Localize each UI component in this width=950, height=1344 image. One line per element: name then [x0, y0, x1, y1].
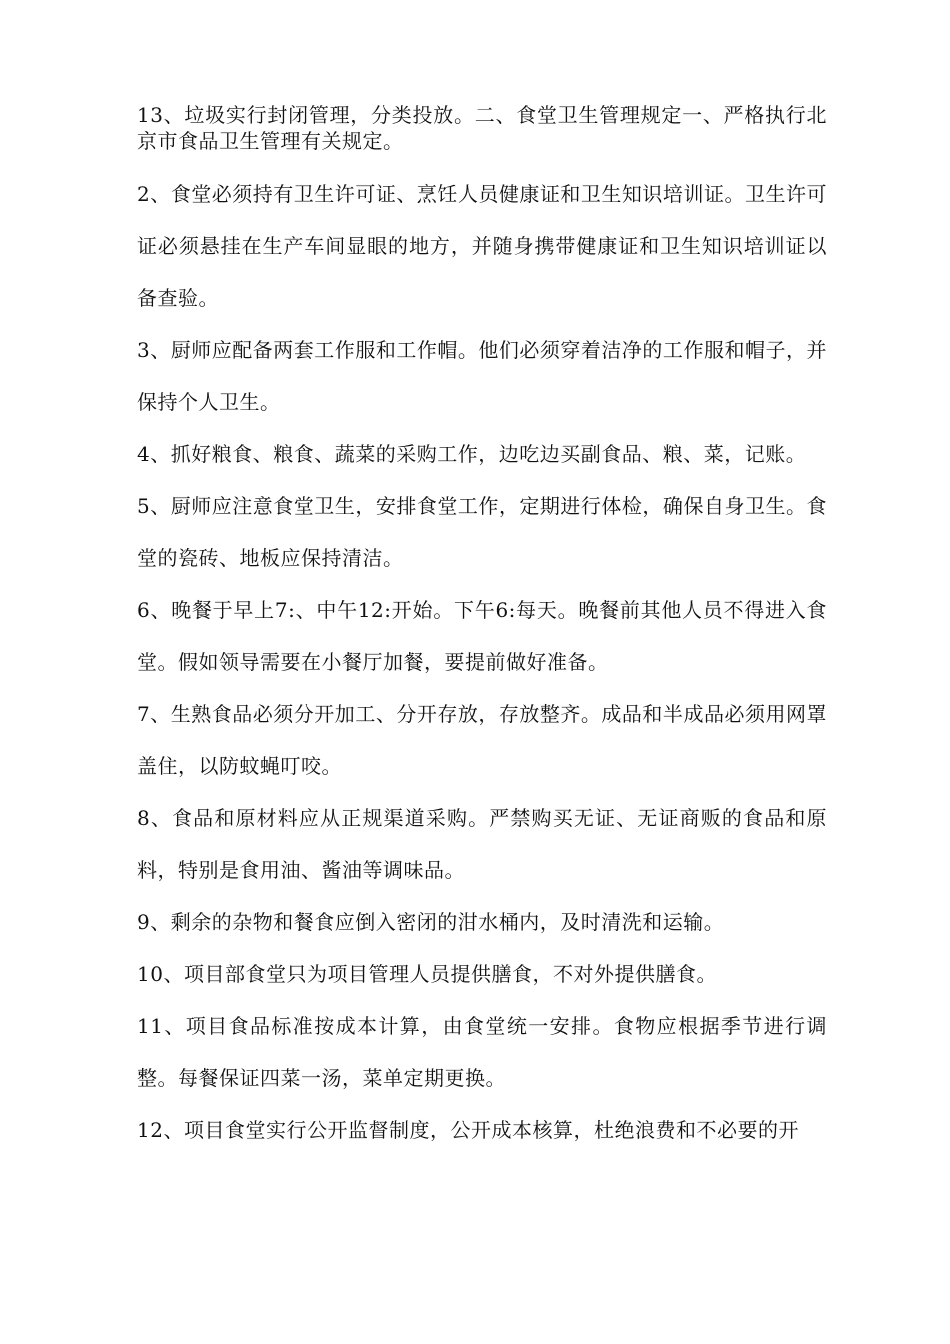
paragraph-2-permits: 2、食堂必须持有卫生许可证、烹饪人员健康证和卫生知识培训证。卫生许可证必须悬挂在生产车间显眼的地方，并随身携带健康证和卫生知识培训证以备查验。: [137, 182, 827, 310]
paragraph-10-service-scope: 10、项目部食堂只为项目管理人员提供膳食，不对外提供膳食。: [137, 962, 717, 986]
paragraph-5-hygiene: 5、厨师应注意食堂卫生，安排食堂工作，定期进行体检，确保自身卫生。食堂的瓷砖、地板应保持清洁。: [137, 494, 827, 570]
paragraph-7-food-storage: 7、生熟食品必须分开加工、分开存放，存放整齐。成品和半成品必须用网罩盖住，以防蚊蝇叮咬。: [137, 702, 827, 778]
paragraph-3-uniforms: 3、厨师应配备两套工作服和工作帽。他们必须穿着洁净的工作服和帽子，并保持个人卫生。: [137, 338, 827, 414]
paragraph-11-food-standard: 11、项目食品标准按成本计算，由食堂统一安排。食物应根据季节进行调整。每餐保证四菜一汤，菜单定期更换。: [137, 1014, 827, 1090]
paragraph-6-meal-times: 6、晚餐于早上7:、中午12:开始。下午6:每天。晚餐前其他人员不得进入食堂。假如领导需要在小餐厅加餐，要提前做好准备。: [137, 598, 827, 674]
document-body: [137, 102, 827, 1156]
paragraph-9-waste: 9、剩余的杂物和餐食应倒入密闭的泔水桶内，及时清洗和运输。: [137, 910, 725, 934]
paragraph-4-purchasing: 4、抓好粮食、粮食、蔬菜的采购工作，边吃边买副食品、粮、菜，记账。: [137, 442, 807, 466]
paragraph-12-supervision: 12、项目食堂实行公开监督制度，公开成本核算，杜绝浪费和不必要的开: [137, 1118, 799, 1142]
paragraph-13-garbage: 13、垃圾实行封闭管理，分类投放。二、食堂卫生管理规定一、严格执行北京市食品卫生管理有关规定。: [137, 103, 827, 153]
paragraph-8-sourcing: 8、食品和原材料应从正规渠道采购。严禁购买无证、无证商贩的食品和原料，特别是食用油、酱油等调味品。: [137, 806, 827, 882]
